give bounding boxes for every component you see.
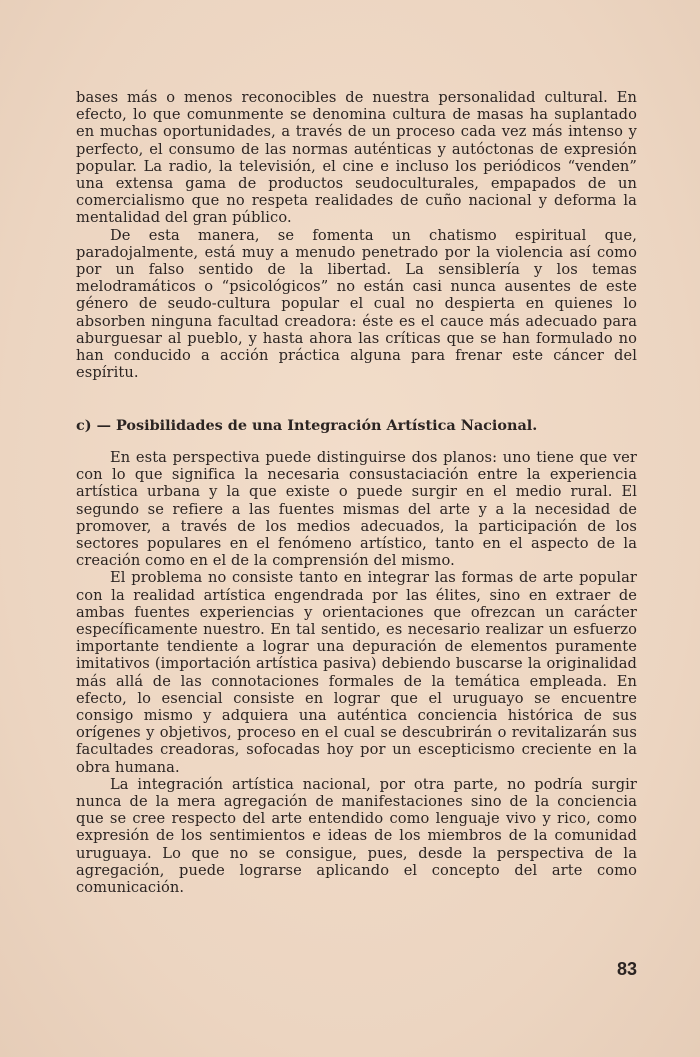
paragraph-problema: El problema no consiste tanto en integrar las formas de arte popular con la realidad artística engendrada por las élites, sino en extraer de ambas fuentes experiencias y orientaciones que ofrezcan un carácter específicamente nuestro. En tal sentido, es necesario realizar un esfuerzo importante tendiente a lograr una depuración de elementos puramente imitativos (importación artística pasiva) debiendo buscarse la originalidad más allá de las connotaciones formales de la temática empleada. En efecto, lo esencial consiste en lograr que el uruguayo se encuentre consigo mismo y adquiera una auténtica conciencia histórica de sus orígenes y objetivos, proceso en el cual se descubrirán o revitalizarán sus facultades creadoras, sofocadas hoy por un escepticismo creciente en la obra humana. [76,569,637,776]
section-heading: c) — Posibilidades de una Integración Artística Nacional. [76,417,538,434]
paragraph-integracion: La integración artística nacional, por otra parte, no podría surgir nunca de la mera agregación de manifestaciones sino de la conciencia que se cree respecto del arte entendido como lenguaje vivo y rico, como expresión de los sentimientos e ideas de los miembros de la comunidad uruguaya. Lo que no se consigue, pues, desde la perspectiva de la agregación, puede lograrse aplicando el concepto del arte como comunicación. [76,775,637,897]
paragraph-chatismo: De esta manera, se fomenta un chatismo espiritual que, paradojalmente, está muy a menudo penetrado por la violencia así como por un falso sentido de la libertad. La sensiblería y los temas melodramáticos o “psicológicos” no están casi nunca ausentes de este género de seudo-cultura popular el cual no despierta en quienes lo absorben ninguna facultad creadora: éste es el cauce más adecuado para aburguesar al pueblo, y hasta ahora las críticas que se han formulado no han conducido a acción práctica alguna para frenar este cáncer del espíritu. [76,226,637,382]
bottom-text-block [76,449,637,896]
paragraph-perspectiva: En esta perspectiva puede distinguirse dos planos: uno tiene que ver con lo que significa la necesaria consustaciación entre la experiencia artística urbana y la que existe o puede surgir en el medio rural. El segundo se refiere a las fuentes mismas del arte y a la necesidad de promover, a través de los medios adecuados, la participación de los sectores populares en el fenómeno artístico, tanto en el aspecto de la creación como en el de la comprensión del mismo. [76,449,637,570]
top-text-block [76,89,637,381]
paragraph-continuation: bases más o menos reconocibles de nuestra personalidad cultural. En efecto, lo que comunmente se denomina cultura de masas ha suplantado en muchas oportunidades, a través de un proceso cada vez más intenso y perfecto, el consumo de las normas auténticas y autóctonas de expresión popular. La radio, la televisión, el cine e incluso los periódicos “venden” una extensa gama de productos seudoculturales, empapados de un comercialismo que no respeta realidades de cuño nacional y deforma la mentalidad del gran público. [76,89,637,227]
page-number: 83 [616,959,637,979]
